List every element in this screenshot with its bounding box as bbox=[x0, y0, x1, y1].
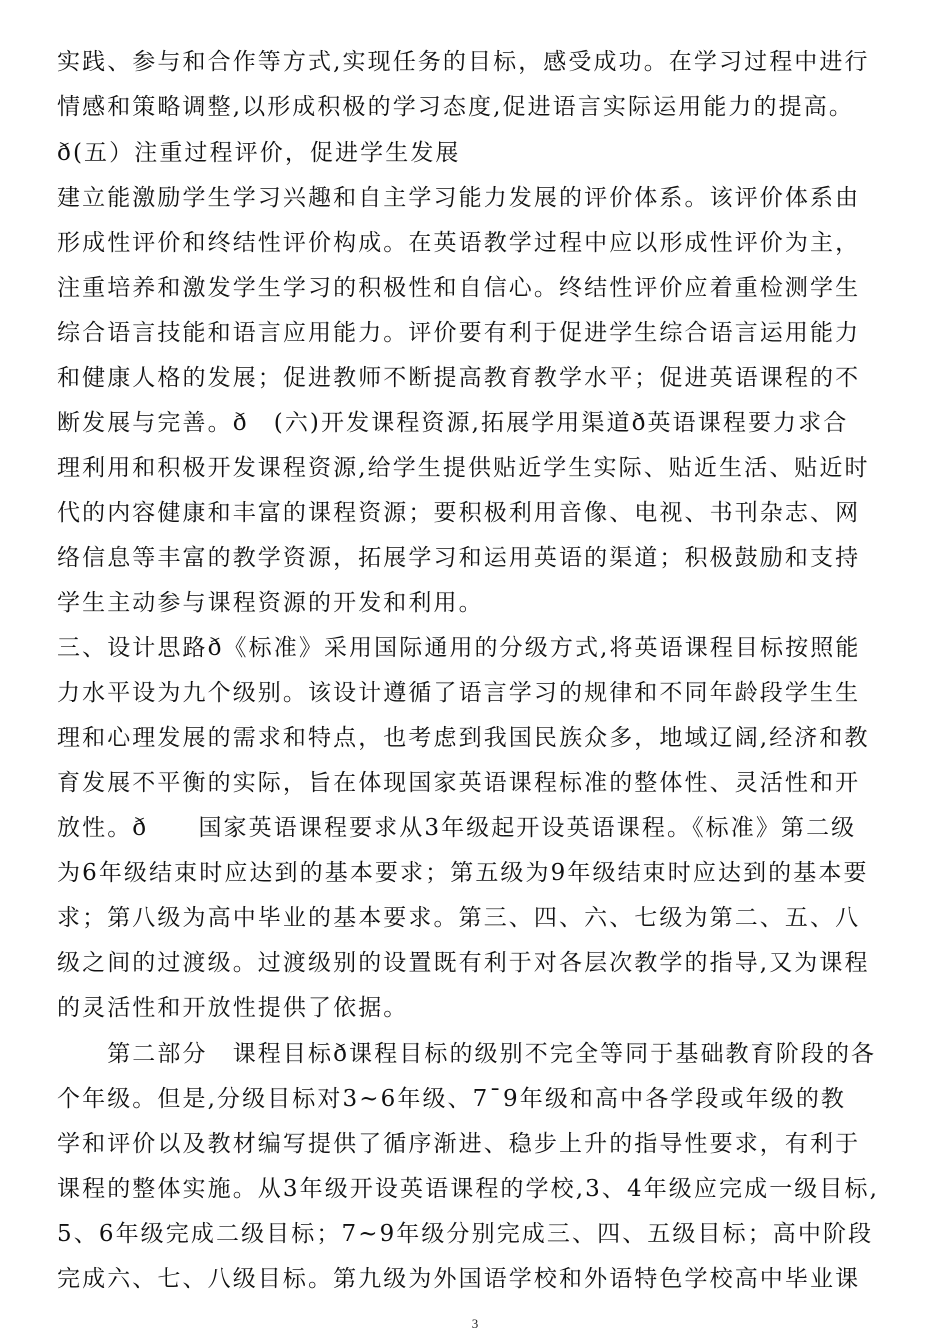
text-line: 理和心理发展的需求和特点，也考虑到我国民族众多，地域辽阔,经济和教 bbox=[57, 725, 870, 751]
text-line: 求；第八级为高中毕业的基本要求。第三、四、六、七级为第二、五、八 bbox=[57, 905, 861, 931]
text-line: 实践、参与和合作等方式,实现任务的目标，感受成功。在学习过程中进行 bbox=[57, 49, 870, 75]
text-line: 5、6年级完成二级目标；7~9年级分别完成三、四、五级目标；高中阶段 bbox=[57, 1221, 874, 1247]
text-line: 育发展不平衡的实际，旨在体现国家英语课程标准的整体性、灵活性和开 bbox=[57, 770, 861, 796]
text-line: 三、设计思路ð《标准》采用国际通用的分级方式,将英语课程目标按照能 bbox=[57, 635, 861, 661]
section-heading: ð(五）注重过程评价，促进学生发展 bbox=[57, 140, 461, 166]
text-line: 注重培养和激发学生学习的积极性和自信心。终结性评价应着重检测学生 bbox=[57, 275, 861, 301]
text-line: 学和评价以及教材编写提供了循序渐进、稳步上升的指导性要求，有利于 bbox=[57, 1131, 861, 1157]
text-line: 建立能激励学生学习兴趣和自主学习能力发展的评价体系。该评价体系由 bbox=[57, 185, 861, 211]
text-line: 学生主动参与课程资源的开发和利用。 bbox=[57, 590, 484, 616]
text-line: 综合语言技能和语言应用能力。评价要有利于促进学生综合语言运用能力 bbox=[57, 320, 861, 346]
text-line: 理利用和积极开发课程资源,给学生提供贴近学生实际、贴近生活、贴近时 bbox=[57, 455, 870, 481]
part-heading-line: 第二部分 课程目标ð课程目标的级别不完全等同于基础教育阶段的各 bbox=[57, 1041, 877, 1067]
text-line: 代的内容健康和丰富的课程资源；要积极利用音像、电视、书刊杂志、网 bbox=[57, 500, 861, 526]
text-line: 情感和策略调整,以形成积极的学习态度,促进语言实际运用能力的提高。 bbox=[57, 94, 854, 120]
text-line: 断发展与完善。ð (六)开发课程资源,拓展学用渠道ð英语课程要力求合 bbox=[57, 410, 849, 436]
text-line: 级之间的过渡级。过渡级别的设置既有利于对各层次教学的指导,又为课程 bbox=[57, 950, 870, 976]
text-line: 完成六、七、八级目标。第九级为外国语学校和外语特色学校高中毕业课 bbox=[57, 1266, 861, 1292]
text-line: 放性。ð 国家英语课程要求从3年级起开设英语课程。《标准》第二级 bbox=[57, 815, 857, 841]
text-line: 络信息等丰富的教学资源，拓展学习和运用英语的渠道；积极鼓励和支持 bbox=[57, 545, 861, 571]
text-line: 课程的整体实施。从3年级开设英语课程的学校,3、4年级应完成一级目标, bbox=[57, 1176, 880, 1202]
page-number: 3 bbox=[471, 1316, 479, 1331]
text-line: 的灵活性和开放性提供了依据。 bbox=[57, 995, 409, 1021]
text-line: 形成性评价和终结性评价构成。在英语教学过程中应以形成性评价为主， bbox=[57, 230, 861, 256]
text-line: 和健康人格的发展；促进教师不断提高教育教学水平；促进英语课程的不 bbox=[57, 365, 861, 391]
text-line: 个年级。但是,分级目标对3~6年级、7¯9年级和高中各学段或年级的教 bbox=[57, 1086, 847, 1112]
text-line: 力水平设为九个级别。该设计遵循了语言学习的规律和不同年龄段学生生 bbox=[57, 680, 861, 706]
text-line: 为6年级结束时应达到的基本要求；第五级为9年级结束时应达到的基本要 bbox=[57, 860, 869, 886]
